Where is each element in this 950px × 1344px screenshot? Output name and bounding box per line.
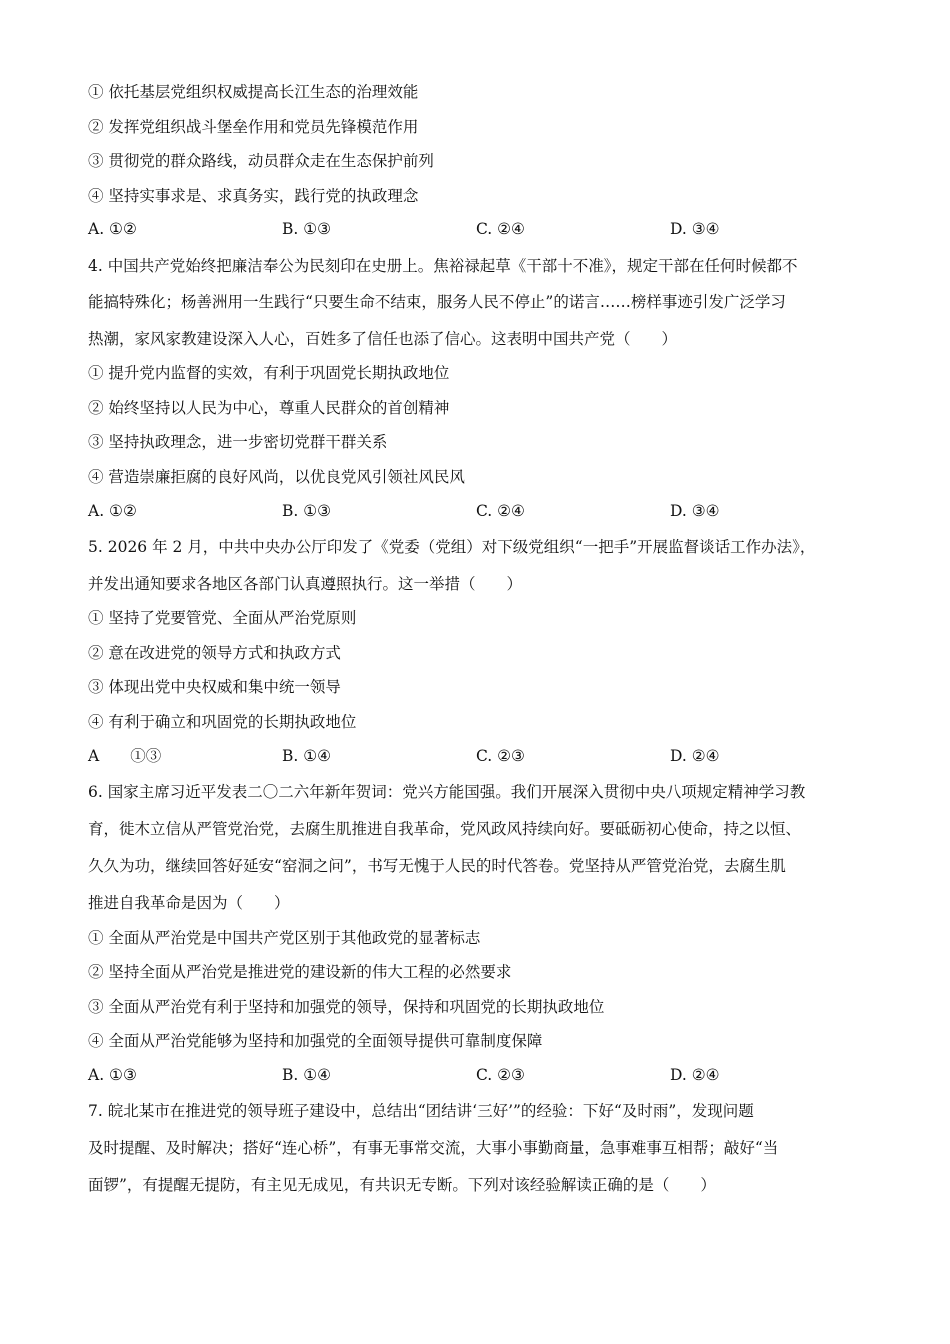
q5-item-1: ① 坚持了党要管党、全面从严治党原则: [88, 609, 357, 627]
q6-stem-line-3: 久久为功，继续回答好延安“窑洞之问”，书写无愧于人民的时代答卷。党坚持从严管党治党，去腐生肌: [88, 857, 786, 875]
q3-item-3: ③ 贯彻党的群众路线，动员群众走在生态保护前列: [88, 152, 434, 170]
q4-item-2: ② 始终坚持以人民为中心，尊重人民群众的首创精神: [88, 399, 450, 417]
q5-stem-line-1: 5. 2026 年 2 月，中共中央办公厅印发了《党委（党组）对下级党组织“一把手”开展监督谈话工作办法》，: [88, 538, 816, 556]
q4-stem-line-3: 热潮，家风家教建设深入人心，百姓多了信任也添了信心。这表明中国共产党（ ）: [88, 330, 678, 348]
q7-stem-line-2: 及时提醒、及时解决；搭好“连心桥”，有事无事常交流，大事小事勤商量，急事难事互相帮；敲好“当: [88, 1139, 779, 1157]
q5-option-b: B. ①④: [282, 747, 332, 765]
q3-item-4: ④ 坚持实事求是、求真务实，践行党的执政理念: [88, 187, 419, 205]
q7-stem-line-1: 7. 皖北某市在推进党的领导班子建设中，总结出“团结讲‘三好’”的经验：下好“及时雨”，发现问题: [88, 1102, 754, 1120]
q4-option-d: D. ③④: [670, 502, 720, 520]
q5-item-4: ④ 有利于确立和巩固党的长期执政地位: [88, 713, 357, 731]
q6-item-4: ④ 全面从严治党能够为坚持和加强党的全面领导提供可靠制度保障: [88, 1032, 543, 1050]
q5-item-3: ③ 体现出党中央权威和集中统一领导: [88, 678, 341, 696]
q6-item-1: ① 全面从严治党是中国共产党区别于其他政党的显著标志: [88, 929, 481, 947]
q4-option-a: A. ①②: [88, 502, 137, 520]
q3-option-d: D. ③④: [670, 220, 720, 238]
q4-stem-line-2: 能搞特殊化；杨善洲用一生践行“只要生命不结束，服务人民不停止”的诺言……榜样事迹引发广泛学习: [88, 293, 786, 311]
q5-option-c: C. ②③: [476, 747, 525, 765]
q5-stem-line-2: 并发出通知要求各地区各部门认真遵照执行。这一举措（ ）: [88, 575, 523, 593]
q4-item-1: ① 提升党内监督的实效，有利于巩固党长期执政地位: [88, 364, 450, 382]
q6-stem-line-2: 育，徙木立信从严管党治党，去腐生肌推进自我革命，党风政风持续向好。要砥砺初心使命，持之以恒、: [88, 820, 802, 838]
q6-stem-line-1: 6. 国家主席习近平发表二〇二六年新年贺词：党兴方能国强。我们开展深入贯彻中央八项规定精神学习教: [88, 783, 806, 801]
q3-option-c: C. ②④: [476, 220, 525, 238]
q6-item-3: ③ 全面从严治党有利于坚持和加强党的领导，保持和巩固党的长期执政地位: [88, 998, 605, 1016]
q5-option-d: D. ②④: [670, 747, 720, 765]
q5-item-2: ② 意在改进党的领导方式和执政方式: [88, 644, 341, 662]
q4-stem-line-1: 4. 中国共产党始终把廉洁奉公为民刻印在史册上。焦裕禄起草《干部十不准》，规定干部在任何时候都不: [88, 257, 798, 275]
q3-option-a: A. ①②: [88, 220, 137, 238]
q3-item-1: ① 依托基层党组织权威提高长江生态的治理效能: [88, 83, 419, 101]
q4-option-b: B. ①③: [282, 502, 332, 520]
q4-item-3: ③ 坚持执政理念，进一步密切党群干群关系: [88, 433, 388, 451]
q6-option-c: C. ②③: [476, 1066, 525, 1084]
q3-option-b: B. ①③: [282, 220, 332, 238]
q5-option-a: A ①③: [88, 747, 162, 765]
q6-option-a: A. ①③: [88, 1066, 137, 1084]
q6-item-2: ② 坚持全面从严治党是推进党的建设新的伟大工程的必然要求: [88, 963, 512, 981]
q6-stem-line-4: 推进自我革命是因为（ ）: [88, 894, 290, 912]
q7-stem-line-3: 面锣”，有提醒无提防，有主见无成见，有共识无专断。下列对该经验解读正确的是（ ）: [88, 1176, 716, 1194]
q6-option-d: D. ②④: [670, 1066, 720, 1084]
q6-option-b: B. ①④: [282, 1066, 332, 1084]
q3-item-2: ② 发挥党组织战斗堡垒作用和党员先锋模范作用: [88, 118, 419, 136]
q4-option-c: C. ②④: [476, 502, 525, 520]
q4-item-4: ④ 营造崇廉拒腐的良好风尚，以优良党风引领社风民风: [88, 468, 465, 486]
